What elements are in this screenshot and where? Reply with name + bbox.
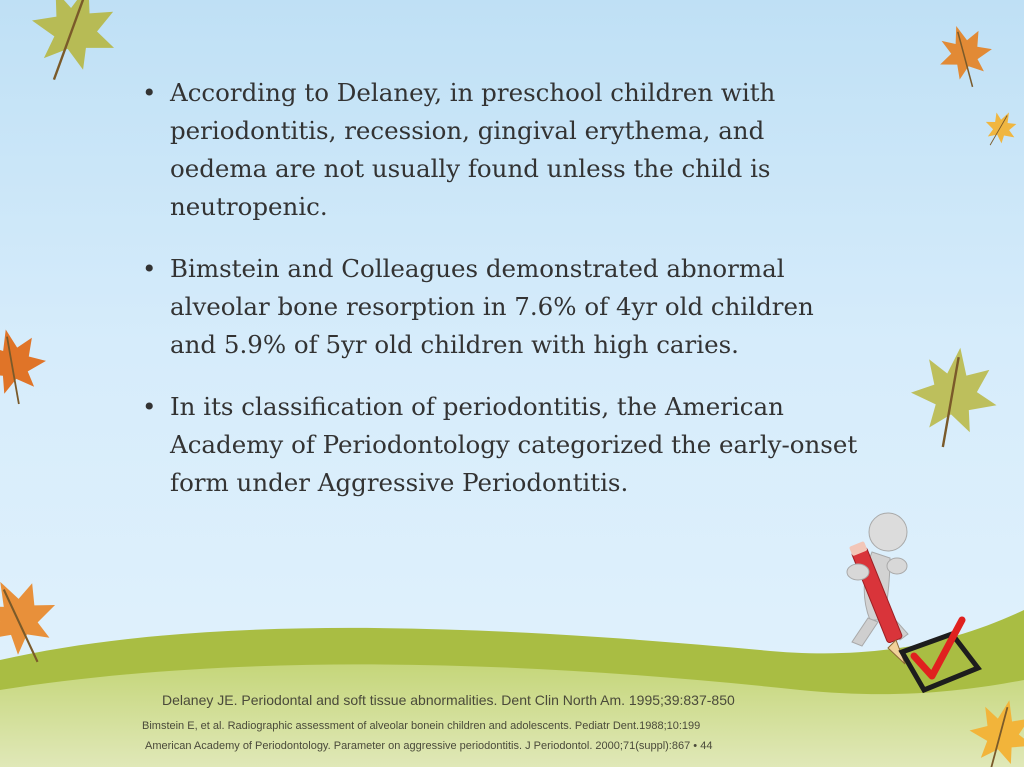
bullet-marker: • (142, 254, 157, 283)
bullet-marker: • (142, 392, 157, 421)
reference-aap (145, 740, 712, 752)
reference-aap-text: American Academy of Periodontology. Parameter on aggressive periodontitis. J Periodontol. 2000;71(suppl):867 (145, 740, 691, 752)
reference-bimstein: Bimstein E, et al. Radiographic assessment of alveolar bonein children and adolescents. Pediatr Dent.1988;10:199 (142, 720, 701, 732)
bullet-item (142, 388, 862, 502)
maple-leaf-icon (16, 0, 132, 95)
maple-leaf-icon (0, 324, 53, 410)
maple-leaf-icon (932, 19, 1000, 94)
bullet-item (142, 250, 862, 364)
maple-leaf-icon (903, 341, 1006, 455)
bullet-text: Bimstein and Colleagues demonstrated abnormal alveolar bone resorption in 7.6% of 4yr old children and 5.9% of 5yr old children with high caries. (170, 254, 814, 359)
bullet-marker: • (142, 78, 157, 107)
slide-number: • 44 (690, 740, 713, 752)
bullet-list (142, 74, 862, 526)
bullet-item (142, 74, 862, 226)
slide-number-value: 44 (700, 740, 713, 752)
bullet-text: In its classification of periodontitis, the American Academy of Periodontology categorized the early-onset form under Aggressive Periodontitis. (170, 392, 858, 497)
maple-leaf-icon (977, 105, 1024, 154)
reference-delaney: Delaney JE. Periodontal and soft tissue abnormalities. Dent Clin North Am. 1995;39:837-850 (162, 692, 735, 708)
figure-with-pencil-icon (847, 513, 908, 664)
bullet-text: According to Delaney, in preschool children with periodontitis, recession, gingival erythema, and oedema are not usually found unless the child is neutropenic. (170, 78, 776, 221)
